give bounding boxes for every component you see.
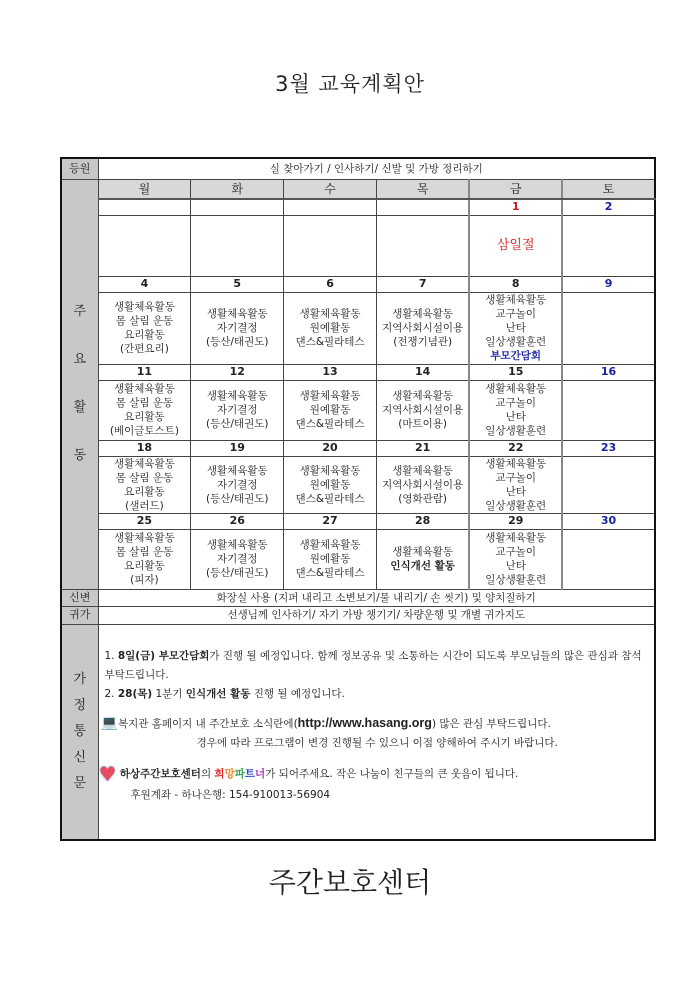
newsletter-label-char: 문 [73, 775, 87, 791]
arrival-text: 실 찾아가기 / 인사하기/ 신발 및 가방 정리하기 [98, 158, 655, 179]
activity-cell [469, 215, 562, 276]
activity-line: (피자) [130, 574, 159, 586]
activity-cell [191, 529, 284, 589]
date-cell: 4 [98, 276, 191, 292]
date-cell: 2 [562, 199, 655, 215]
activity-line: (등산/태권도) [206, 418, 269, 430]
holiday-label: 삼일절 [496, 237, 535, 253]
newsletter-label-char: 정 [73, 697, 87, 713]
activity-line: 생활체육활동 [299, 390, 361, 402]
page-title: 3월 교육계획안 [275, 72, 425, 96]
date-cell: 25 [98, 513, 191, 529]
departure-text: 선생님께 인사하기/ 자기 가방 챙기기/ 차량운행 및 개별 귀가지도 [98, 606, 655, 624]
activity-line: 생활체육활동 [392, 390, 454, 402]
activity-line: (샐러드) [125, 499, 164, 512]
activity-line: 댄스&필라테스 [295, 567, 365, 579]
activity-line: 난타 [505, 322, 526, 334]
activity-line: 생활체육활동 [485, 294, 547, 306]
activity-line: 생활체육활동 [206, 464, 268, 477]
activity-line: 댄스&필라테스 [295, 418, 365, 430]
heart-icon: ♥ [98, 761, 117, 786]
date-cell: 26 [191, 513, 284, 529]
activity-line: (등산/태권도) [206, 567, 269, 579]
newsletter-label [61, 624, 98, 840]
hygiene-text: 화장실 사용 (지퍼 내리고 소변보기/물 내리기/ 손 씻기) 및 양치질하기 [98, 589, 655, 606]
activity-cell [284, 456, 377, 513]
activity-line: (전쟁기념관) [393, 336, 453, 348]
week-activity-row [61, 456, 655, 513]
hope-char: 트 [244, 767, 256, 780]
activity-line: 난타 [505, 411, 526, 423]
activity-cell [469, 292, 562, 364]
activity-line: 일상생활훈련 [485, 336, 547, 348]
date-cell [98, 199, 191, 215]
activity-line: 자기결정 [216, 404, 258, 416]
activity-cell [562, 292, 655, 364]
activity-line: 교구놀이 [495, 471, 537, 484]
plan-table [60, 157, 656, 841]
activities-label-char: 요 [73, 352, 87, 367]
activity-cell [284, 529, 377, 589]
date-cell: 12 [191, 364, 284, 380]
activity-line: 요리활동 [124, 329, 165, 341]
activity-line: 생활체육활동 [392, 308, 454, 320]
date-cell: 16 [562, 364, 655, 380]
hope-char: 너 [255, 767, 266, 780]
activities-label [61, 179, 98, 589]
activity-cell [284, 292, 377, 364]
news-notice: 경우에 따라 프로그램이 변경 진행될 수 있으니 이점 양해하여 주시기 바랍니다. [196, 736, 558, 749]
date-cell: 7 [376, 276, 469, 292]
day-header: 수 [284, 179, 377, 199]
activity-line: 원예활동 [309, 322, 351, 334]
date-cell: 28 [376, 513, 469, 529]
date-cell: 5 [191, 276, 284, 292]
day-header: 목 [376, 179, 469, 199]
date-cell: 23 [562, 440, 655, 456]
date-cell: 18 [98, 440, 191, 456]
activity-cell [98, 456, 191, 513]
activity-cell [469, 456, 562, 513]
activity-cell [562, 456, 655, 513]
activity-cell [469, 380, 562, 440]
date-cell: 19 [191, 440, 284, 456]
activity-line: 생활체육활동 [485, 532, 547, 544]
hope-char: 망 [224, 767, 235, 780]
activity-line: 댄스&필라테스 [295, 336, 365, 348]
activity-line: 몸 살림 운동 [115, 471, 174, 484]
activity-cell [98, 215, 191, 276]
activity-line: 생활체육활동 [113, 383, 175, 395]
activity-cell [284, 380, 377, 440]
activity-line: 교구놀이 [495, 546, 537, 558]
activity-line: (간편요리) [120, 343, 169, 355]
date-cell: 27 [284, 513, 377, 529]
website-link[interactable]: http://www.hasang.org [297, 715, 432, 730]
activity-line: 생활체육활동 [392, 464, 454, 477]
newsletter-label-char: 통 [73, 723, 87, 739]
activity-line: (베이글토스트) [109, 425, 179, 437]
activity-cell [469, 529, 562, 589]
news-item-1: 1. 8일(금) 부모간담회가 진행 될 예정입니다. 함께 정보공유 및 소통하는 시간이 되도록 부모님들의 많은 관심과 참석 부탁드립니다. [104, 649, 642, 681]
activity-line: 댄스&필라테스 [295, 492, 365, 505]
activity-line: 생활체육활동 [299, 464, 361, 477]
date-cell [191, 199, 284, 215]
activity-line: 요리활동 [124, 560, 165, 572]
week-date-row [61, 513, 655, 529]
activity-line: 일상생활훈련 [485, 425, 547, 437]
newsletter-label-char: 가 [73, 671, 87, 687]
day-header: 월 [98, 179, 191, 199]
hope-char: 희 [214, 767, 225, 780]
activity-cell [98, 380, 191, 440]
activity-line: (등산/태권도) [206, 336, 269, 348]
awareness-activity-label: 인식개선 활동 [390, 560, 455, 572]
week-activity-row [61, 380, 655, 440]
parent-meeting-label: 부모간담회 [490, 350, 542, 362]
activity-line: 원예활동 [309, 478, 351, 491]
activity-cell [376, 215, 469, 276]
date-cell: 11 [98, 364, 191, 380]
activity-line: 일상생활훈련 [485, 574, 547, 586]
activity-line: 생활체육활동 [299, 308, 361, 320]
activity-line: 원예활동 [309, 404, 351, 416]
activity-line: (마트이용) [398, 418, 448, 430]
activities-label-char: 주 [73, 304, 87, 319]
news-partner: ♥ 하상주간보호센터의 희망파트너가 되어주세요. 작은 나눔이 친구들의 큰 웃음이 됩니다. [98, 761, 519, 786]
date-cell: 9 [562, 276, 655, 292]
date-cell: 6 [284, 276, 377, 292]
activity-cell [98, 292, 191, 364]
date-cell: 21 [376, 440, 469, 456]
activity-cell [284, 215, 377, 276]
activity-line: 자기결정 [216, 478, 258, 491]
week-activity-row [61, 292, 655, 364]
week-date-row [61, 364, 655, 380]
date-cell [284, 199, 377, 215]
activity-line: (영화관람) [398, 492, 448, 505]
donation-account: 후원계좌 - 하나은행: 154-910013-56904 [130, 788, 331, 801]
week-activity-row [61, 529, 655, 589]
center-name-footer: 주간보호센터 [268, 866, 432, 899]
activity-line: 일상생활훈련 [485, 499, 547, 512]
activity-line: 몸 살림 운동 [115, 397, 174, 409]
week-date-row [61, 276, 655, 292]
activity-line: 난타 [505, 485, 526, 498]
news-item-2: 2. 28(목) 1분기 인식개선 활동 진행 될 예정입니다. [104, 687, 345, 700]
date-cell: 29 [469, 513, 562, 529]
hope-char: 파 [234, 767, 245, 780]
week-date-row [61, 440, 655, 456]
activity-cell [376, 380, 469, 440]
activity-cell [376, 529, 469, 589]
date-cell: 15 [469, 364, 562, 380]
activity-line: 생활체육활동 [206, 390, 268, 402]
activity-cell [562, 380, 655, 440]
activity-line: 생활체육활동 [485, 383, 547, 395]
activity-line: 생활체육활동 [113, 457, 175, 470]
computer-icon: 💻 [100, 714, 118, 731]
hygiene-label: 신변 [61, 589, 98, 606]
date-cell: 22 [469, 440, 562, 456]
activity-cell [191, 380, 284, 440]
activity-line: 난타 [505, 560, 526, 572]
date-cell [376, 199, 469, 215]
activity-line: 지역사회시설이용 [382, 322, 464, 334]
activity-cell [376, 456, 469, 513]
departure-label: 귀가 [61, 606, 98, 624]
newsletter-body [98, 624, 655, 840]
activity-line: 몸 살림 운동 [115, 315, 174, 327]
date-cell: 1 [469, 199, 562, 215]
activity-line: 자기결정 [216, 553, 258, 565]
activity-line: 생활체육활동 [485, 457, 547, 470]
activity-line: 생활체육활동 [392, 546, 454, 558]
activity-line: 생활체육활동 [113, 301, 175, 313]
activity-line: 요리활동 [124, 411, 165, 423]
hope-partner [214, 768, 265, 780]
activities-label-char: 동 [73, 448, 87, 463]
date-cell: 8 [469, 276, 562, 292]
activity-cell [562, 215, 655, 276]
activity-cell [191, 292, 284, 364]
activity-line: 교구놀이 [495, 308, 537, 320]
newsletter-label-char: 신 [73, 749, 87, 765]
activity-line: 생활체육활동 [299, 539, 361, 551]
day-header: 금 [469, 179, 562, 199]
activity-line: 생활체육활동 [206, 539, 268, 551]
day-header: 화 [191, 179, 284, 199]
activity-cell [98, 529, 191, 589]
activity-line: 생활체육활동 [206, 308, 268, 320]
news-website: 💻복지관 홈페이지 내 주간보호 소식란에(http://www.hasang.org) 많은 관심 부탁드립니다. [100, 714, 551, 731]
activity-line: 지역사회시설이용 [382, 404, 464, 416]
day-header: 토 [562, 179, 655, 199]
activity-cell [562, 529, 655, 589]
activity-line: 원예활동 [309, 553, 351, 565]
date-cell: 13 [284, 364, 377, 380]
activity-line: 생활체육활동 [113, 532, 175, 544]
activity-line: 몸 살림 운동 [115, 546, 174, 558]
activity-line: 요리활동 [124, 485, 165, 498]
activity-line: 자기결정 [216, 322, 258, 334]
activities-label-char: 활 [73, 400, 87, 415]
arrival-label: 등원 [61, 158, 98, 179]
date-cell: 20 [284, 440, 377, 456]
activity-cell [376, 292, 469, 364]
activity-cell [191, 456, 284, 513]
activity-line: (등산/태권도) [206, 492, 269, 505]
activity-cell [191, 215, 284, 276]
activity-line: 교구놀이 [495, 397, 537, 409]
activity-line: 지역사회시설이용 [382, 478, 464, 491]
date-cell: 30 [562, 513, 655, 529]
date-cell: 14 [376, 364, 469, 380]
